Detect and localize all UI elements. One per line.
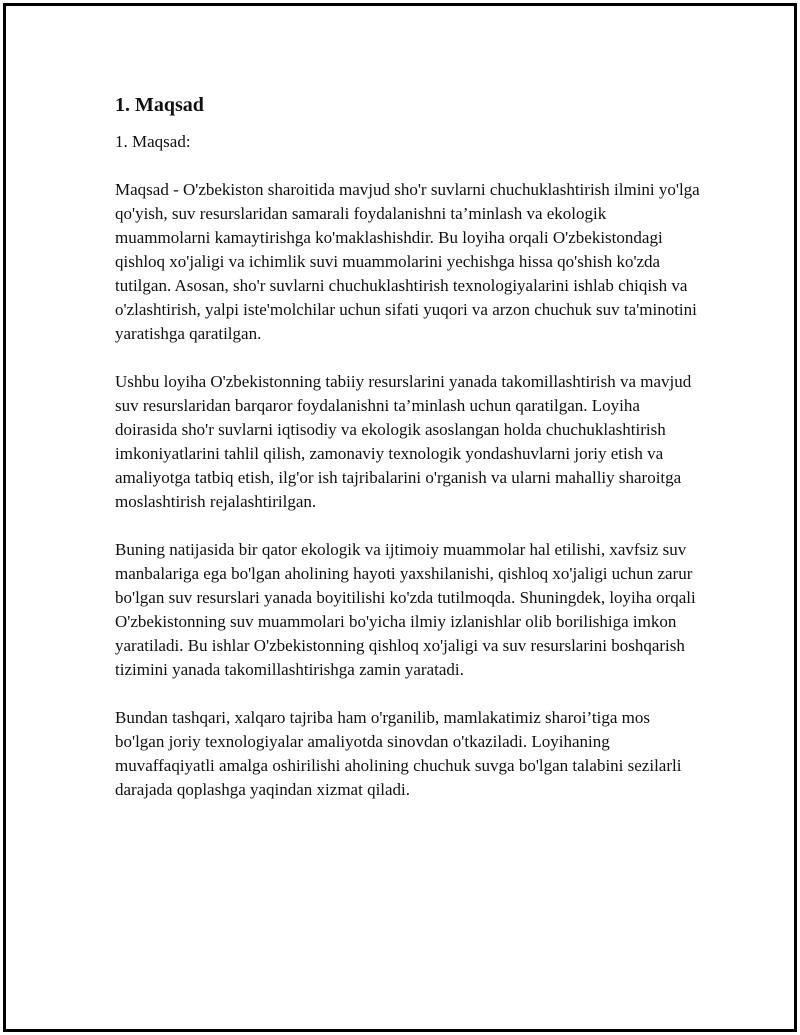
paragraph-resources: Ushbu loyiha O'zbekistonning tabiiy resurslarini yanada takomillashtirish va mavjud suv resurslaridan barqaror foydalanishni ta’minlash uchun qaratilgan. Loyiha doirasida sho'r suvlarni iqtisodiy va ekologik asoslangan holda chuchuklashtirish imkoniyatlarini tahlil qilish, zamonaviy texnologik yondashuvlarni joriy etish va amaliyotga tatbiq etish, ilg'or ish tajribalarini o'rganish va ularni mahalliy sharoitga moslashtirish rejalashtirilgan. xyxy=(115,372,692,511)
document-body xyxy=(115,92,700,826)
paragraph-international: Bundan tashqari, xalqaro tajriba ham o'rganilib, mamlakatimiz sharoi’tiga mos bo'lgan joriy texnologiyalar amaliyotda sinovdan o'tkaziladi. Loyihaning muvaffaqiyatli amalga oshirilishi aholining chuchuk suvga bo'lgan talabini sezilarli darajada qoplashga yaqindan xizmat qiladi. xyxy=(115,708,682,799)
paragraph-goal: Maqsad - O'zbekiston sharoitida mavjud sho'r suvlarni chuchuklashtirish ilmini yo'lga qo'yish, suv resurslaridan samarali foydalanishni ta’minlash va ekologik muammolarni kamaytirishga ko'maklashishdir. Bu loyiha orqali O'zbekistondagi qishloq xo'jaligi va ichimlik suvi muammolarini yechishga hissa qo'shish ko'zda tutilgan. Asosan, sho'r suvlarni chuchuklashtirish texnologiyalarini ishlab chiqish va o'zlashtirish, yalpi iste'molchilar uchun sifati yuqori va arzon chuchuk suv ta'minotini yaratishga qaratilgan. xyxy=(115,180,700,343)
section-heading: 1. Maqsad xyxy=(115,94,204,116)
section-subheading: 1. Maqsad: xyxy=(115,132,191,151)
paragraph-outcomes: Buning natijasida bir qator ekologik va ijtimoiy muammolar hal etilishi, xavfsiz suv manbalariga ega bo'lgan aholining hayoti yaxshilanishi, qishloq xo'jaligi uchun zarur bo'lgan suv resurslari yanada boyitilishi ko'zda tutilmoqda. Shuningdek, loyiha orqali O'zbekistonning suv muammolari bo'yicha ilmiy izlanishlar olib borilishiga imkon yaratiladi. Bu ishlar O'zbekistonning qishloq xo'jaligi va suv resurslarini boshqarish tizimini yanada takomillashtirishga zamin yaratadi. xyxy=(115,540,696,679)
